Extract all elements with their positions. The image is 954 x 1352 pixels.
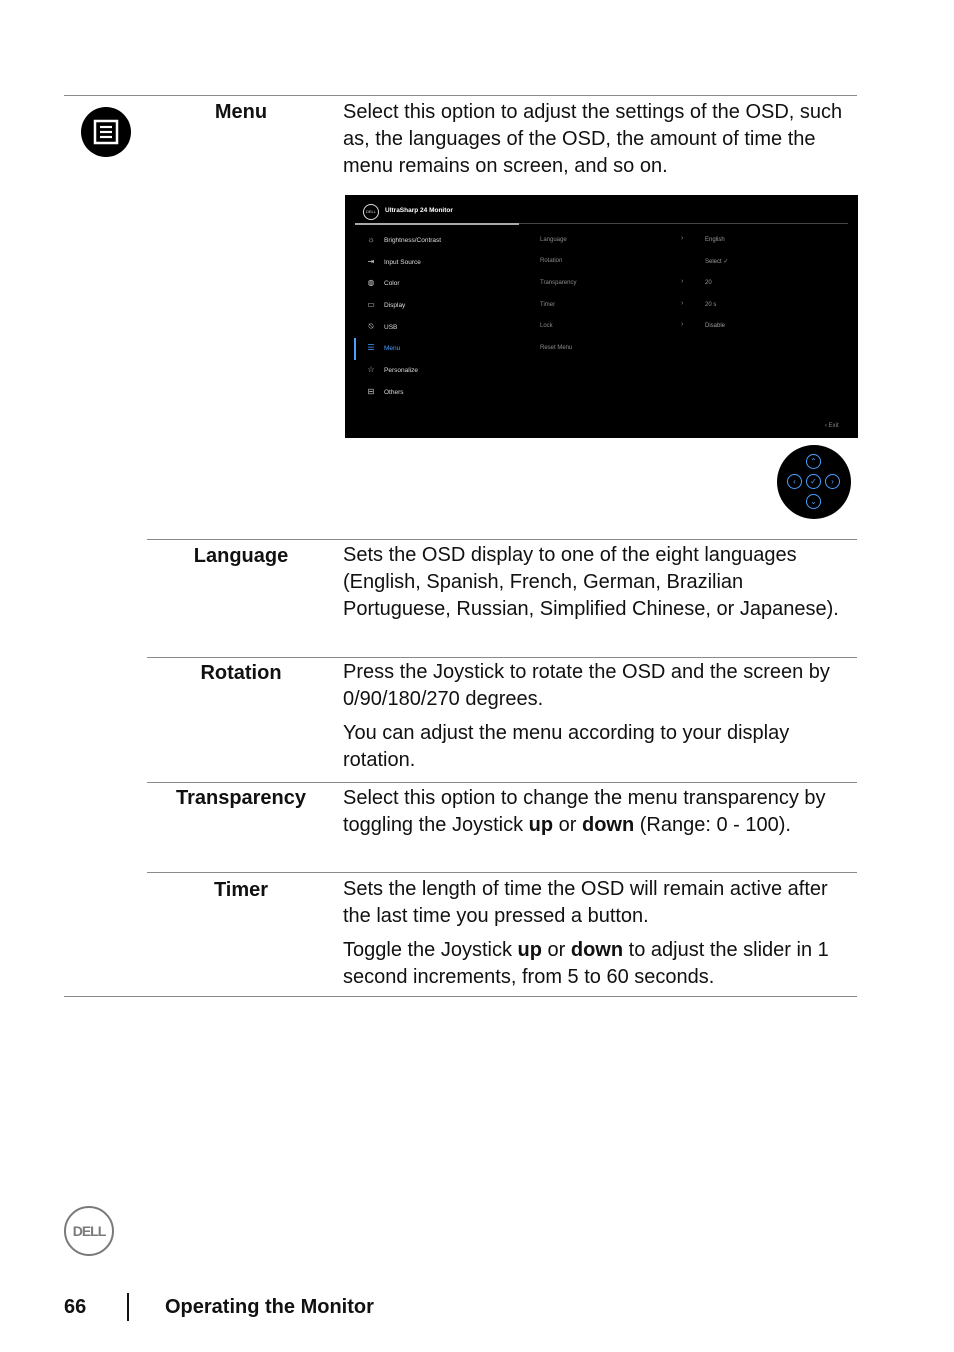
page-number: 66	[64, 1296, 87, 1318]
osd-sub-lock[interactable]: Lock	[540, 323, 553, 329]
joystick-up-icon: ⌃	[806, 454, 821, 469]
term-rotation: Rotation	[200, 662, 282, 684]
footer-divider	[127, 1293, 129, 1321]
text-run: or	[553, 814, 582, 836]
osd-menu-label: Input Source	[384, 259, 421, 266]
rule-transparency	[147, 782, 857, 783]
text-run: to adjust the slider in 1 second increments, from 5 to 60 seconds.	[343, 939, 829, 988]
osd-menu-label: USB	[384, 324, 398, 331]
bold-down: down	[570, 939, 624, 961]
chevron-right-icon: ›	[681, 235, 684, 242]
osd-menu-label: Display	[384, 302, 406, 309]
osd-menu-label: Color	[384, 280, 400, 287]
desc-transparency	[343, 785, 853, 839]
osd-sub-rotation[interactable]: Rotation	[540, 258, 563, 264]
text-run: Select this option to change the menu transparency by toggling the Joystick	[343, 787, 826, 836]
desc-transparency-text	[343, 785, 853, 839]
term-timer: Timer	[213, 879, 269, 901]
desc-timer-text-2	[343, 937, 853, 991]
joystick-icon	[777, 445, 851, 519]
osd-menu-label: Personalize	[384, 367, 418, 374]
usb-icon: ⍉	[368, 322, 374, 331]
desc-language-text: Sets the OSD display to one of the eight languages (English, Spanish, French, German, Brazilian Portuguese, Russian, Simplified Chinese, or Japanese).	[343, 544, 839, 620]
chevron-right-icon: ›	[681, 300, 684, 307]
joystick-left-icon: ‹	[787, 474, 802, 489]
rule-language	[147, 539, 857, 540]
display-icon: ▭	[367, 300, 375, 309]
osd-sub-reset-menu[interactable]: Reset Menu	[540, 345, 573, 351]
osd-menu-item-display[interactable]	[365, 299, 405, 311]
term-menu: Menu	[214, 101, 268, 123]
osd-menu-item-input-source[interactable]	[365, 256, 421, 268]
chevron-right-icon: ›	[681, 321, 684, 328]
top-rule	[64, 95, 857, 96]
input-source-icon: ⇥	[367, 257, 375, 266]
osd-value-lock: Disable	[705, 323, 726, 329]
osd-selection-bar	[354, 338, 356, 360]
text-run: Toggle the Joystick	[343, 939, 518, 961]
osd-menu-item-menu[interactable]	[365, 342, 400, 354]
text-run: (Range: 0 - 100).	[634, 814, 791, 836]
osd-menu-label: Others	[384, 389, 404, 396]
osd-sub-timer[interactable]: Timer	[540, 302, 556, 308]
bottom-rule	[64, 996, 857, 997]
menu-icon	[81, 107, 131, 157]
menu-icon: ☰	[367, 343, 375, 352]
osd-sub-language[interactable]: Language	[540, 237, 567, 243]
osd-screenshot	[345, 195, 858, 438]
osd-menu-label: Menu	[384, 345, 401, 352]
osd-menu-item-others[interactable]	[365, 386, 404, 398]
chevron-left-icon: ‹	[825, 423, 829, 429]
osd-menu-item-brightness[interactable]	[365, 234, 441, 246]
rule-rotation	[147, 657, 857, 658]
others-icon: ⊟	[367, 387, 375, 396]
osd-exit[interactable]	[825, 423, 839, 429]
bold-down: down	[582, 814, 635, 836]
osd-menu-item-color[interactable]	[365, 277, 400, 289]
desc-language	[343, 542, 853, 623]
desc-rotation-text-2: You can adjust the menu according to your display rotation.	[343, 722, 790, 771]
desc-rotation	[343, 659, 853, 774]
joystick-right-icon: ›	[825, 474, 840, 489]
osd-menu-label: Brightness/Contrast	[384, 237, 442, 244]
desc-rotation-text-1: Press the Joystick to rotate the OSD and the screen by 0/90/180/270 degrees.	[343, 661, 830, 710]
osd-title: UltraSharp 24 Monitor	[385, 207, 453, 214]
desc-menu-text: Select this option to adjust the settings of the OSD, such as, the languages of the OSD, the amount of time the menu remains on screen, and so on.	[343, 101, 843, 177]
star-icon: ☆	[367, 365, 375, 374]
osd-menu-item-personalize[interactable]	[365, 364, 418, 376]
osd-exit-label: Exit	[828, 423, 839, 429]
joystick-check-icon: ✓	[806, 474, 821, 489]
osd-menu-item-usb[interactable]	[365, 321, 397, 333]
osd-header-highlight	[355, 223, 519, 225]
osd-value-timer: 20 s	[705, 302, 717, 308]
desc-timer-text-1: Sets the length of time the OSD will remain active after the last time you pressed a button.	[343, 878, 828, 927]
term-language: Language	[193, 545, 289, 567]
osd-sub-transparency[interactable]: Transparency	[540, 280, 577, 286]
brightness-icon: ☼	[367, 235, 375, 244]
bold-up: up	[517, 939, 542, 961]
section-title: Operating the Monitor	[165, 1296, 374, 1318]
osd-value-rotation: Select ✓	[705, 259, 729, 265]
bold-up: up	[528, 814, 554, 836]
term-transparency: Transparency	[175, 787, 307, 809]
osd-dell-logo: DELL	[363, 204, 379, 220]
osd-value-transparency: 20	[705, 280, 712, 286]
dell-logo: DELL	[64, 1206, 114, 1256]
desc-menu	[343, 99, 853, 180]
text-run: or	[541, 939, 571, 961]
osd-value-language: English	[705, 237, 725, 243]
chevron-right-icon: ›	[681, 278, 684, 285]
rule-timer	[147, 872, 857, 873]
joystick-down-icon: ⌄	[806, 494, 821, 509]
desc-timer	[343, 876, 853, 991]
color-icon: ◍	[367, 278, 375, 287]
